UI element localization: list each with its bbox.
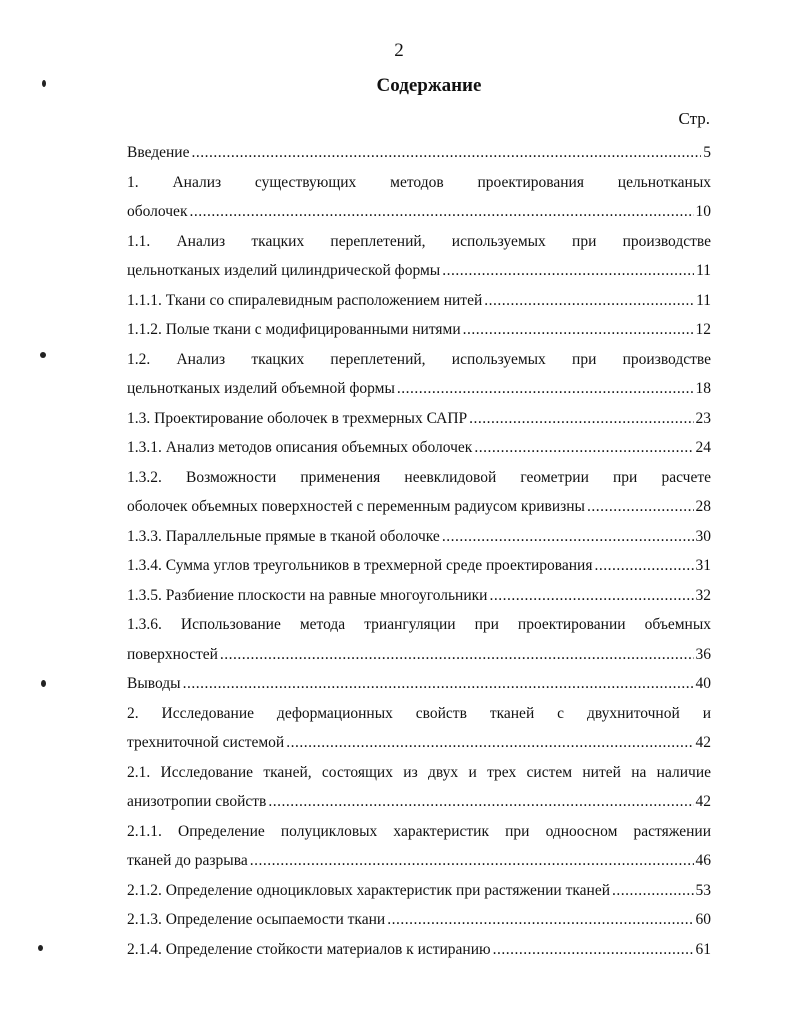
dot-leader bbox=[612, 876, 693, 906]
toc-entry bbox=[127, 227, 711, 286]
toc-entry bbox=[127, 935, 711, 965]
toc-entry-title: 1.3.1. Анализ методов описания объемных оболочек bbox=[127, 439, 473, 456]
toc-entry-row bbox=[127, 197, 711, 227]
toc-entry-line: 1. Анализ существующих методов проектирования цельнотканых bbox=[127, 173, 711, 191]
dot-leader bbox=[268, 787, 693, 817]
toc-entry bbox=[127, 345, 711, 404]
toc-page-number: 24 bbox=[695, 439, 711, 456]
toc-entry-title: поверхностей bbox=[127, 645, 218, 663]
toc-entry-row bbox=[127, 728, 711, 758]
toc-entry-title: 2.1.4. Определение стойкости материалов к истиранию bbox=[127, 940, 491, 958]
toc-entry bbox=[127, 433, 711, 463]
toc-page-number: 28 bbox=[695, 498, 711, 515]
toc-page-number: 10 bbox=[695, 203, 711, 220]
toc-entry-row bbox=[127, 905, 711, 935]
toc-page-number: 32 bbox=[695, 586, 711, 604]
toc-entry bbox=[127, 286, 711, 316]
toc-entry bbox=[127, 522, 711, 552]
toc-entry bbox=[127, 138, 711, 168]
dot-leader bbox=[587, 492, 694, 522]
toc-page-number: 30 bbox=[695, 527, 711, 545]
dot-leader bbox=[594, 551, 693, 581]
toc-entry-row bbox=[127, 669, 711, 699]
toc-entry-title: оболочек bbox=[127, 203, 188, 220]
page-title: Содержание bbox=[376, 75, 482, 96]
toc-entry-row bbox=[127, 551, 711, 581]
toc-entry-title: 1.3.5. Разбиение плоскости на равные многоугольники bbox=[127, 586, 488, 604]
toc-page-number: 42 bbox=[695, 734, 711, 751]
toc-page-number: 11 bbox=[696, 262, 711, 279]
toc-entry-title: цельнотканых изделий объемной формы bbox=[127, 380, 395, 397]
toc-entry-row bbox=[127, 581, 711, 611]
toc-page-number: 31 bbox=[695, 557, 711, 574]
toc-entry-title: 1.3. Проектирование оболочек в трехмерных САПР bbox=[127, 409, 468, 427]
scan-speck bbox=[41, 680, 46, 687]
dot-leader bbox=[191, 138, 701, 168]
page-number: 2 bbox=[394, 40, 404, 61]
toc-entry-row bbox=[127, 138, 711, 168]
toc-entry-title: тканей до разрыва bbox=[127, 852, 248, 869]
toc-entry-line: 1.1. Анализ ткацких переплетений, используемых при производстве bbox=[127, 232, 711, 250]
dot-leader bbox=[286, 728, 693, 758]
dot-leader bbox=[489, 581, 693, 611]
dot-leader bbox=[189, 197, 693, 227]
scan-speck bbox=[42, 80, 46, 87]
toc-entry bbox=[127, 669, 711, 699]
toc-entry-row bbox=[127, 787, 711, 817]
toc-entry bbox=[127, 551, 711, 581]
toc-entry-line: 2.1. Исследование тканей, состоящих из двух и трех систем нитей на наличие bbox=[127, 763, 711, 781]
toc-entry-title: 1.3.3. Параллельные прямые в тканой оболочке bbox=[127, 527, 440, 545]
toc-page-number: 11 bbox=[696, 291, 711, 309]
toc-page-number: 42 bbox=[695, 793, 711, 810]
toc-entry-title: трехниточной системой bbox=[127, 734, 285, 751]
toc-page-number: 12 bbox=[695, 321, 711, 338]
toc-entry-title: Выводы bbox=[127, 675, 181, 692]
scan-speck bbox=[38, 945, 43, 951]
toc-entry-row bbox=[127, 374, 711, 404]
table-of-contents bbox=[127, 138, 711, 964]
toc-entry bbox=[127, 463, 711, 522]
toc-entry-title: 2.1.3. Определение осыпаемости ткани bbox=[127, 911, 386, 928]
toc-entry-title: оболочек объемных поверхностей с переменным радиусом кривизны bbox=[127, 498, 585, 515]
toc-entry bbox=[127, 905, 711, 935]
toc-entry bbox=[127, 315, 711, 345]
toc-page-number: 61 bbox=[695, 940, 711, 958]
toc-entry-title: анизотропии свойств bbox=[127, 793, 267, 810]
toc-entry-title: 2.1.2. Определение одноцикловых характеристик при растяжении тканей bbox=[127, 881, 611, 899]
dot-leader bbox=[463, 315, 694, 345]
toc-page-number: 18 bbox=[695, 380, 711, 397]
toc-entry-line: 1.3.2. Возможности применения неевклидовой геометрии при расчете bbox=[127, 468, 711, 486]
toc-entry-row bbox=[127, 935, 711, 965]
toc-entry-line: 1.2. Анализ ткацких переплетений, используемых при производстве bbox=[127, 350, 711, 368]
dot-leader bbox=[493, 935, 694, 965]
toc-page-number: 60 bbox=[695, 911, 711, 928]
dot-leader bbox=[250, 846, 694, 876]
toc-entry-title: Введение bbox=[127, 144, 190, 161]
toc-entry bbox=[127, 758, 711, 817]
dot-leader bbox=[397, 374, 694, 404]
toc-entry-row bbox=[127, 315, 711, 345]
dot-leader bbox=[474, 433, 693, 463]
toc-entry bbox=[127, 876, 711, 906]
toc-entry-line: 2. Исследование деформационных свойств тканей с двухниточной и bbox=[127, 704, 711, 722]
toc-page-number: 23 bbox=[695, 409, 711, 427]
toc-entry bbox=[127, 610, 711, 669]
dot-leader bbox=[484, 286, 694, 316]
toc-entry-title: цельнотканых изделий цилиндрической формы bbox=[127, 262, 441, 279]
toc-entry-title: 1.1.2. Полые ткани с модифицированными нитями bbox=[127, 321, 461, 338]
toc-page-number: 53 bbox=[695, 881, 711, 899]
toc-entry-row bbox=[127, 876, 711, 906]
page-column-label: Стр. bbox=[678, 109, 710, 128]
toc-page-number: 46 bbox=[695, 852, 711, 869]
dot-leader bbox=[220, 640, 694, 670]
toc-entry-row bbox=[127, 846, 711, 876]
dot-leader bbox=[442, 256, 694, 286]
dot-leader bbox=[469, 404, 693, 434]
toc-entry-line: 1.3.6. Использование метода триангуляции при проектировании объемных bbox=[127, 616, 711, 633]
toc-page-number: 36 bbox=[695, 645, 711, 663]
toc-entry-row bbox=[127, 433, 711, 463]
toc-page-number: 40 bbox=[695, 675, 711, 692]
toc-entry bbox=[127, 817, 711, 876]
toc-entry-row bbox=[127, 256, 711, 286]
toc-entry-row bbox=[127, 286, 711, 316]
toc-entry bbox=[127, 699, 711, 758]
toc-entry-title: 1.3.4. Сумма углов треугольников в трехмерной среде проектирования bbox=[127, 557, 593, 574]
toc-entry bbox=[127, 404, 711, 434]
toc-entry bbox=[127, 581, 711, 611]
dot-leader bbox=[387, 905, 693, 935]
toc-page-number: 5 bbox=[703, 144, 711, 161]
toc-entry-row bbox=[127, 492, 711, 522]
toc-entry-title: 1.1.1. Ткани со спиралевидным расположением нитей bbox=[127, 291, 483, 309]
dot-leader bbox=[442, 522, 694, 552]
scan-speck bbox=[40, 352, 46, 358]
toc-entry-row bbox=[127, 404, 711, 434]
dot-leader bbox=[183, 669, 694, 699]
toc-entry-line: 2.1.1. Определение полуцикловых характеристик при одноосном растяжении bbox=[127, 822, 711, 840]
toc-entry bbox=[127, 168, 711, 227]
toc-entry-row bbox=[127, 640, 711, 670]
toc-entry-row bbox=[127, 522, 711, 552]
